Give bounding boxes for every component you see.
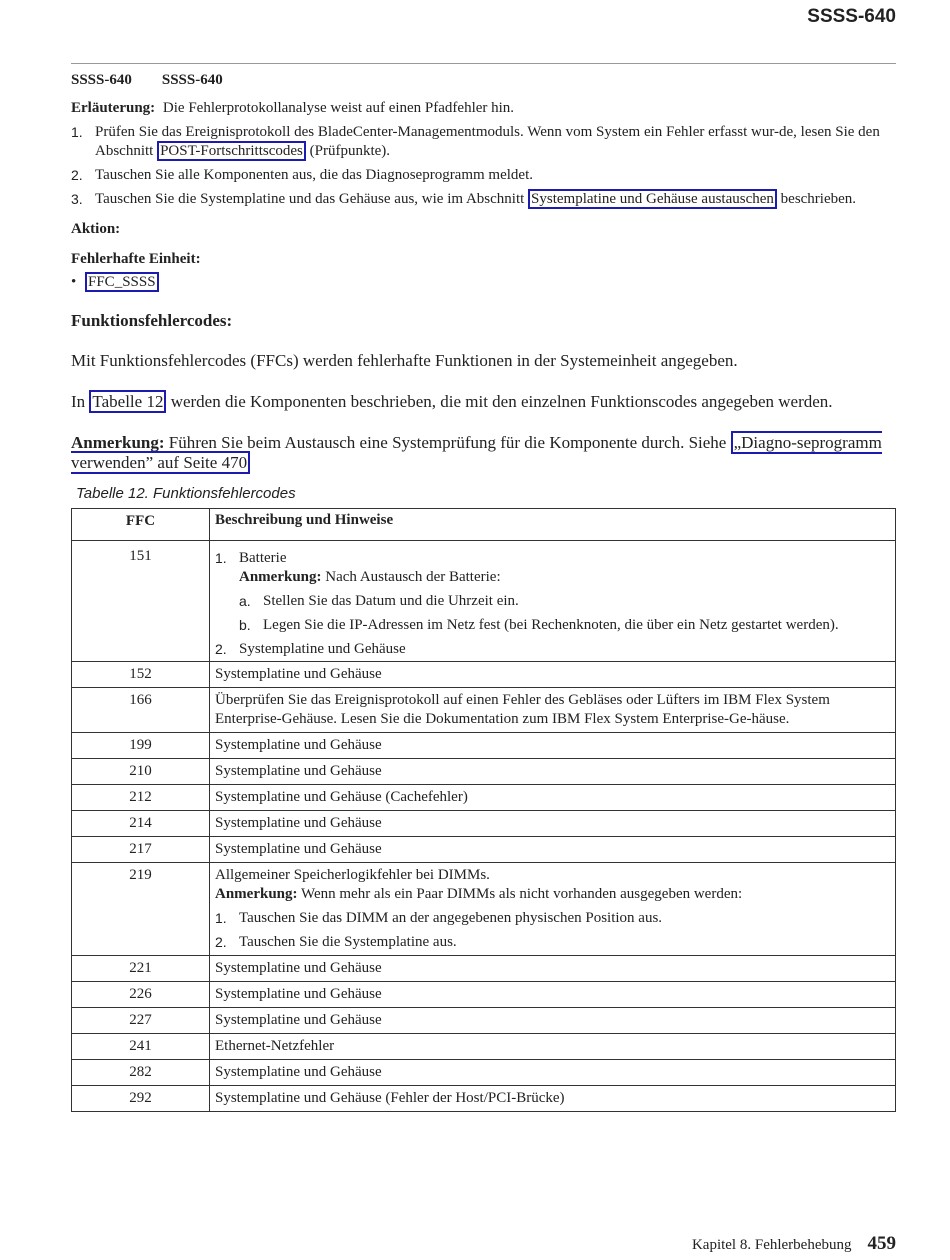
note-text: Nach Austausch der Batterie: — [325, 569, 501, 585]
bullet-icon: • — [71, 274, 77, 290]
description-cell: Systemplatine und Gehäuse — [210, 759, 896, 785]
explanation — [71, 99, 896, 118]
table-row — [72, 1086, 896, 1112]
description-cell — [210, 541, 896, 662]
description-line: Allgemeiner Speicherlogikfehler bei DIMMs. — [215, 867, 490, 883]
table-row — [72, 1008, 896, 1034]
action-label: Aktion: — [71, 221, 121, 237]
item-text: Tauschen Sie das DIMM an der angegebenen physischen Position aus. — [239, 910, 663, 926]
table-row — [72, 688, 896, 733]
ffc-ssss-link[interactable]: FFC_SSSS — [85, 272, 159, 292]
description-cell: Systemplatine und Gehäuse — [210, 733, 896, 759]
ffc-cell: 166 — [72, 688, 210, 733]
ffc-cell: 226 — [72, 982, 210, 1008]
code-subheading — [71, 70, 896, 90]
description-cell: Ethernet-Netzfehler — [210, 1034, 896, 1060]
ffc-cell: 241 — [72, 1034, 210, 1060]
table-row — [72, 785, 896, 811]
description-cell: Systemplatine und Gehäuse (Cachefehler) — [210, 785, 896, 811]
note-text: Führen Sie beim Austausch eine Systemprüfung für die Komponente durch. Siehe — [168, 433, 727, 452]
table-row — [72, 811, 896, 837]
item-number: 2. — [215, 641, 227, 657]
description-cell: Systemplatine und Gehäuse — [210, 837, 896, 863]
step-number: 1. — [71, 124, 83, 140]
ffc-cell: 214 — [72, 811, 210, 837]
description-cell: Überprüfen Sie das Ereignisprotokoll auf einen Fehler des Gebläses oder Lüfters im IBM Flex System Enterprise-Gehäuse. Lesen Sie die Dokumentation zum IBM Flex System Enterprise-Ge-häuse. — [210, 688, 896, 733]
page-footer — [692, 1233, 896, 1255]
column-header-ffc: FFC — [72, 509, 210, 541]
description-cell: Systemplatine und Gehäuse — [210, 982, 896, 1008]
item-text: Systemplatine und Gehäuse — [239, 641, 406, 657]
step-text: beschrieben. — [780, 191, 857, 207]
post-codes-link[interactable]: POST-Fortschrittscodes — [157, 141, 306, 161]
step-text: (Prüfpunkte). — [309, 143, 391, 159]
explanation-label: Erläuterung: — [71, 100, 156, 116]
table-reference — [71, 392, 896, 412]
explanation-text: Die Fehlerprotokollanalyse weist auf einen Pfadfehler hin. — [162, 100, 515, 116]
table-row — [72, 662, 896, 688]
ffc-cell: 219 — [72, 863, 210, 956]
item-text: Batterie — [239, 550, 287, 566]
step-text: Prüfen Sie das Ereignisprotokoll des BladeCenter-Managementmoduls. Wenn vom System ein Fehler erfasst wur-de, lesen Sie den Abschnitt — [95, 124, 880, 159]
step-text: Tauschen Sie alle Komponenten aus, die das Diagnoseprogramm meldet. — [95, 167, 533, 183]
faulty-unit-item — [71, 271, 896, 293]
item-number: 1. — [215, 910, 227, 926]
column-header-description: Beschreibung und Hinweise — [210, 509, 896, 541]
table-ref-post: werden die Komponenten beschrieben, die mit den einzelnen Funktionscodes angegeben werden. — [170, 392, 833, 411]
note-label: Anmerkung: — [239, 569, 322, 585]
page-content — [71, 70, 896, 1112]
ffc-cell: 221 — [72, 956, 210, 982]
subhead-code-1: SSSS-640 — [71, 72, 132, 88]
table-row — [72, 733, 896, 759]
step-number: 2. — [71, 167, 83, 183]
ffc-cell: 199 — [72, 733, 210, 759]
step-1 — [71, 123, 896, 161]
note-label: Anmerkung: — [71, 433, 165, 452]
steps-list — [71, 123, 896, 209]
page-header-code: SSSS-640 — [807, 6, 896, 27]
section-title: Funktionsfehlercodes: — [71, 311, 233, 330]
description-cell: Systemplatine und Gehäuse — [210, 1008, 896, 1034]
step-number: 3. — [71, 191, 83, 207]
description-cell: Systemplatine und Gehäuse (Fehler der Host/PCI-Brücke) — [210, 1086, 896, 1112]
table-12-link[interactable]: Tabelle 12 — [89, 390, 166, 413]
table-header-row — [72, 509, 896, 541]
ffc-cell: 152 — [72, 662, 210, 688]
item-number: 1. — [215, 550, 227, 566]
table-row — [72, 759, 896, 785]
faulty-unit-label: Fehlerhafte Einheit: — [71, 251, 201, 267]
description-cell: Systemplatine und Gehäuse — [210, 662, 896, 688]
item-text: Legen Sie die IP-Adressen im Netz fest (bei Rechenknoten, die über ein Netz gestartet werden). — [263, 617, 839, 633]
item-text: Tauschen Sie die Systemplatine aus. — [239, 934, 457, 950]
ffc-cell: 227 — [72, 1008, 210, 1034]
description-cell: Systemplatine und Gehäuse — [210, 956, 896, 982]
table-row — [72, 1060, 896, 1086]
note-paragraph — [71, 433, 896, 473]
footer-chapter: Kapitel 8. Fehlerbehebung — [691, 1237, 852, 1253]
description-cell: Systemplatine und Gehäuse — [210, 1060, 896, 1086]
item-letter: a. — [239, 593, 251, 609]
ffc-cell: 217 — [72, 837, 210, 863]
table-caption: Tabelle 12. Funktionsfehlercodes — [76, 485, 296, 502]
intro-paragraph: Mit Funktionsfehlercodes (FFCs) werden fehlerhafte Funktionen in der Systemeinheit angegeben. — [71, 351, 738, 370]
diagnostics-link[interactable]: „Diagno-seprogramm verwenden” auf Seite 470 — [71, 433, 882, 472]
subhead-code-2: SSSS-640 — [161, 72, 223, 88]
ffc-cell: 282 — [72, 1060, 210, 1086]
note-text: Wenn mehr als ein Paar DIMMs als nicht vorhanden ausgegeben werden: — [301, 886, 743, 902]
header-rule — [71, 63, 896, 64]
item-letter: b. — [239, 617, 251, 633]
item-number: 2. — [215, 934, 227, 950]
ffc-cell: 210 — [72, 759, 210, 785]
table-ref-pre: In — [71, 392, 86, 411]
table-row — [72, 1034, 896, 1060]
table-row — [72, 541, 896, 662]
step-text: Tauschen Sie die Systemplatine und das Gehäuse aus, wie im Abschnitt — [95, 191, 525, 207]
ffc-table — [71, 508, 896, 1112]
replace-board-link[interactable]: Systemplatine und Gehäuse austauschen — [528, 189, 777, 209]
item-text: Stellen Sie das Datum und die Uhrzeit ein. — [263, 593, 519, 609]
page-number: 459 — [867, 1233, 896, 1254]
description-cell: Systemplatine und Gehäuse — [210, 811, 896, 837]
step-2 — [71, 166, 896, 185]
ffc-cell: 151 — [72, 541, 210, 662]
ffc-cell: 212 — [72, 785, 210, 811]
table-row — [72, 956, 896, 982]
table-row — [72, 863, 896, 956]
step-3 — [71, 190, 896, 209]
note-label: Anmerkung: — [215, 886, 298, 902]
table-row — [72, 837, 896, 863]
ffc-cell: 292 — [72, 1086, 210, 1112]
table-row — [72, 982, 896, 1008]
description-cell — [210, 863, 896, 956]
